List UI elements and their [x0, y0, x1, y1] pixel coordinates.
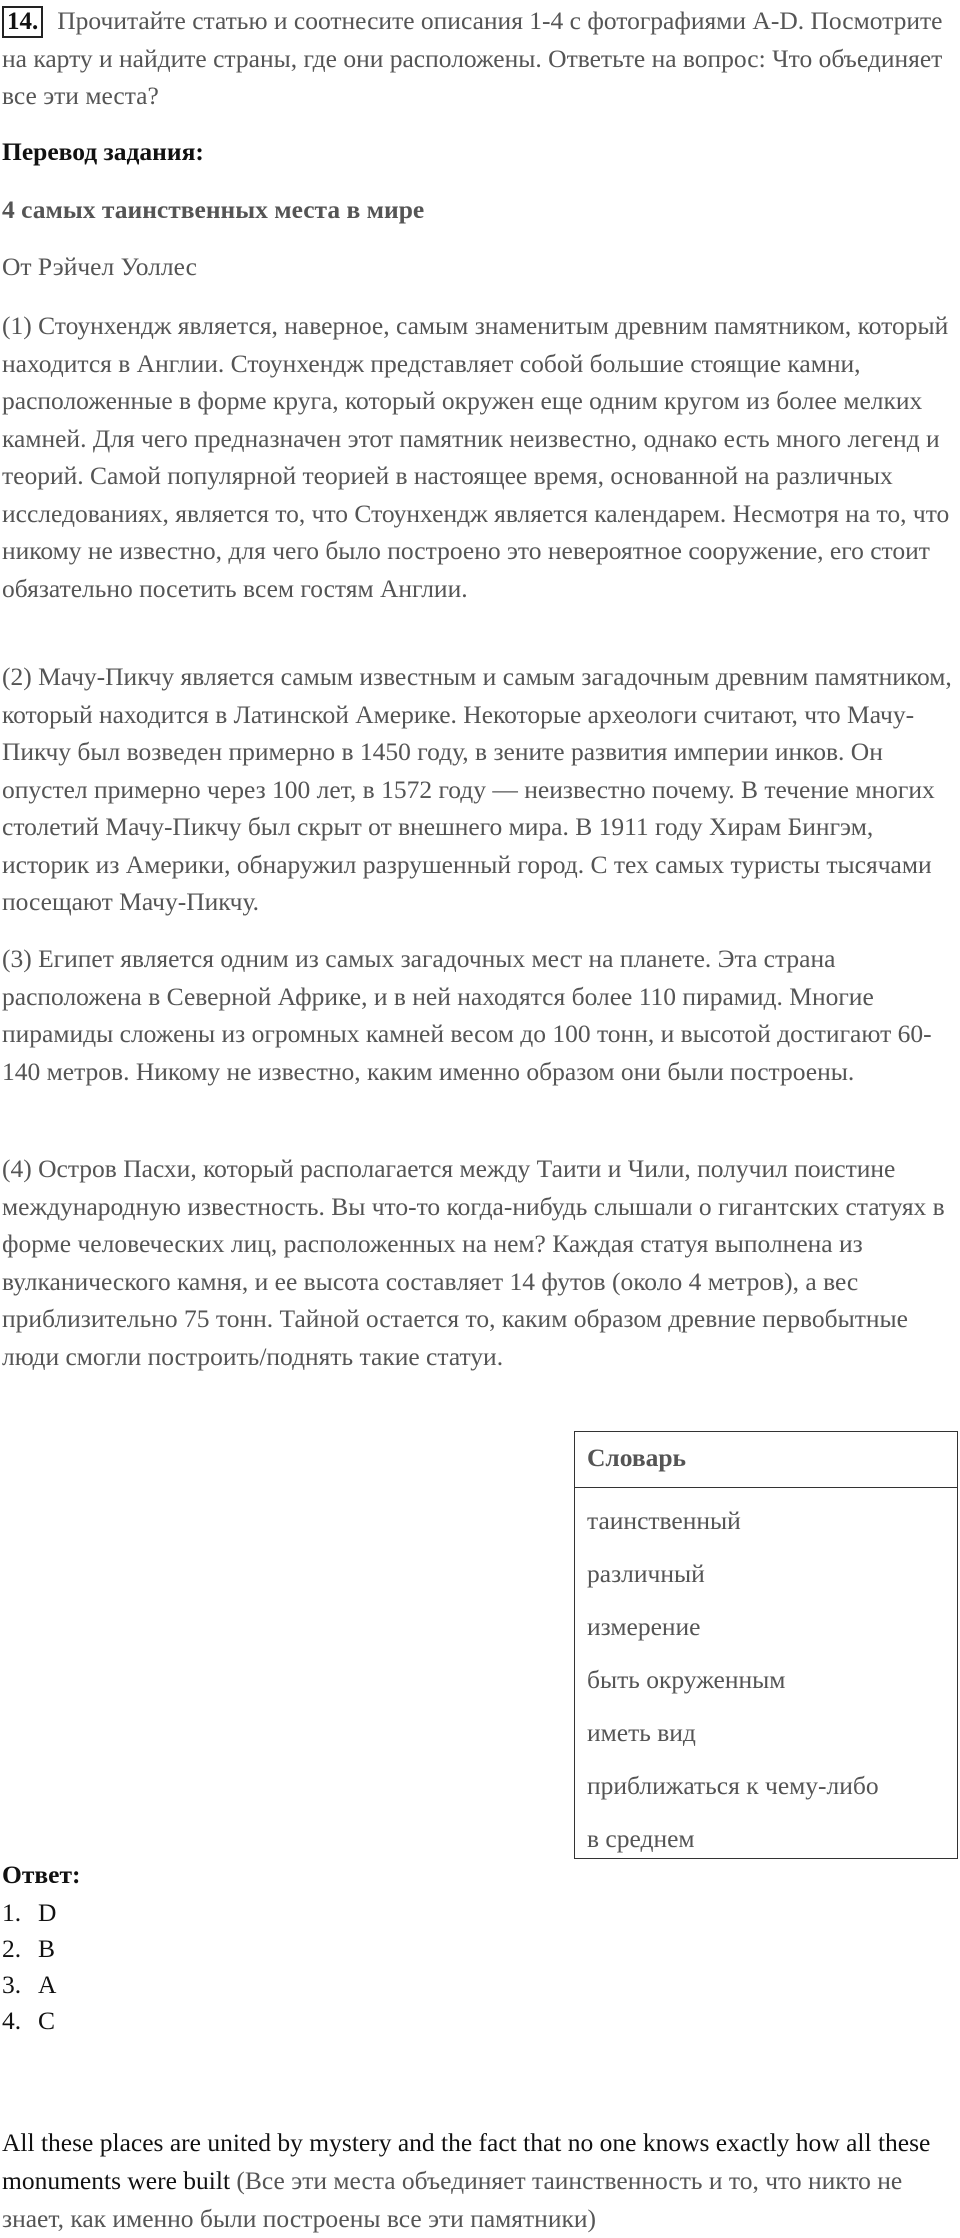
article-paragraph-4: (4) Остров Пасхи, который располагается между Таити и Чили, получил поистине международную известность. Вы что-то когда-нибудь слышали о гигантских статуях в форме человеческих лиц, расположенных на нем? Каждая статуя выполнена из вулканического камня, и ее высота составляет 14 футов (около 4 метров), а вес приблизительно 75 тонн. Тайной остается то, каким образом древние первобытные люди смогли построить/поднять такие статуи.	[2, 1154, 945, 1371]
answer-heading: Ответ:	[2, 1860, 81, 1889]
article-title: 4 самых таинственных места в мире	[2, 195, 425, 224]
answer-letter: A	[38, 1970, 57, 1999]
answer-item	[2, 1967, 56, 2003]
article-paragraph-3: (3) Египет является одним из самых загадочных мест на планете. Эта страна расположена в Северной Африке, и в ней находятся более 110 пирамид. Многие пирамиды сложены из огромных камней весом до 100 тонн, и высотой достигают 60-140 метров. Никому не известно, каким именно образом они были построены.	[2, 944, 932, 1086]
vocabulary-item: различный	[587, 1559, 705, 1588]
answer-item	[2, 1895, 56, 1931]
vocabulary-list	[575, 1488, 957, 1865]
vocabulary-title: Словарь	[575, 1432, 957, 1488]
translation-heading: Перевод задания:	[2, 137, 204, 166]
vocabulary-item: таинственный	[587, 1506, 741, 1535]
answer-number: 1.	[2, 1898, 22, 1927]
task-instruction	[2, 2, 952, 115]
answer-list	[2, 1895, 56, 2039]
answer-item	[2, 2003, 56, 2039]
article-paragraph-1: (1) Стоунхендж является, наверное, самым знаменитым древним памятником, который находится в Англии. Стоунхендж представляет собой большие стоящие камни, расположенные в форме круга, который окружен еще одним кругом из более мелких камней. Для чего предназначен этот памятник неизвестно, однако есть много легенд и теорий. Самой популярной теорией в настоящее время, основанной на различных исследованиях, является то, что Стоунхендж является календарем. Несмотря на то, что никому не известно, для чего было построено это невероятное сооружение, его стоит обязательно посетить всем гостям Англии.	[2, 311, 950, 603]
task-instruction-text: Прочитайте статью и соотнесите описания 1-4 с фотографиями A-D. Посмотрите на карту и найдите страны, где они расположены. Ответьте на вопрос: Что объединяет все эти места?	[2, 6, 943, 110]
answer-number: 2.	[2, 1934, 22, 1963]
article-author: От Рэйчел Уоллес	[2, 252, 197, 281]
vocabulary-box	[574, 1431, 958, 1859]
answer-number: 4.	[2, 2006, 22, 2035]
answer-letter: B	[38, 1934, 56, 1963]
vocabulary-item: быть окруженным	[587, 1665, 786, 1694]
vocabulary-item: иметь вид	[587, 1718, 696, 1747]
vocabulary-item: измерение	[587, 1612, 701, 1641]
answer-item	[2, 1931, 56, 1967]
answer-letter: C	[38, 2006, 56, 2035]
answer-number: 3.	[2, 1970, 22, 1999]
final-answer-english: All these places are united by mystery and the fact that no one knows exactly how all these monuments were built	[2, 2127, 931, 2195]
article-paragraph-2: (2) Мачу-Пикчу является самым известным и самым загадочным древним памятником, который находится в Латинской Америке. Некоторые археологи считают, что Мачу-Пикчу был возведен примерно в 1450 году, в зените развития империи инков. Он опустел примерно через 100 лет, в 1572 году — неизвестно почему. В течение многих столетий Мачу-Пикчу был скрыт от внешнего мира. В 1911 году Хирам Бингэм, историк из Америки, обнаружил разрушенный город. С тех самых туристы тысячами посещают Мачу-Пикчу.	[2, 662, 952, 916]
answer-letter: D	[38, 1898, 57, 1927]
task-number: 14.	[2, 6, 43, 38]
final-answer	[2, 2124, 952, 2238]
final-answer-translation: (Все эти места объединяет таинственность и то, что никто не знает, как именно были построены все эти памятники)	[2, 2165, 903, 2233]
vocabulary-item: в среднем	[587, 1824, 695, 1853]
vocabulary-item: приближаться к чему-либо	[587, 1771, 879, 1800]
